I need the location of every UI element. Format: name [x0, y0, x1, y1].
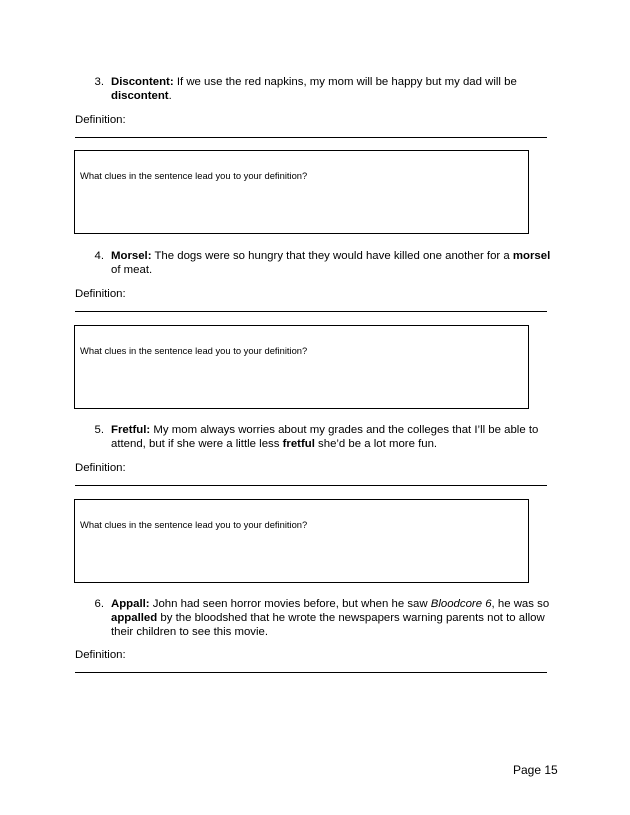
vocab-word-in-sentence: morsel [512, 250, 551, 262]
vocab-word: Appall: [111, 598, 150, 610]
clue-question: What clues in the sentence lead you to your definition? [80, 345, 308, 356]
vocab-word: Morsel: [111, 250, 152, 262]
item-number: 5. [94, 424, 104, 436]
item-sentence: Appall: John had seen horror movies before, but when he saw Bloodcore 6, he was so appalled by the bloodshed that he wrote the newspapers warning parents not to allow their children to see this movie. [111, 598, 550, 638]
item-sentence: Discontent: If we use the red napkins, my mom will be happy but my dad will be discontent. [111, 76, 517, 102]
definition-answer-line[interactable] [75, 311, 547, 312]
clue-question: What clues in the sentence lead you to your definition? [80, 170, 308, 181]
item-sentence: Fretful: My mom always worries about my grades and the colleges that I’ll be able to attend, but if she were a little less fretful she’d be a lot more fun. [111, 424, 539, 450]
page-number: Page 15 [513, 763, 558, 777]
definition-answer-line[interactable] [75, 672, 547, 673]
item-number: 6. [94, 598, 104, 610]
item-number: 3. [94, 76, 104, 88]
clue-question: What clues in the sentence lead you to your definition? [80, 519, 308, 530]
definition-label: Definition: [75, 114, 126, 126]
clue-answer-box[interactable] [74, 325, 529, 409]
movie-title: Bloodcore 6 [430, 598, 492, 610]
definition-label: Definition: [75, 462, 126, 474]
clue-answer-box[interactable] [74, 150, 529, 234]
clue-answer-box[interactable] [74, 499, 529, 583]
vocab-word: Fretful: [111, 424, 151, 436]
item-number: 4. [94, 250, 104, 262]
vocab-word: Discontent: [111, 76, 174, 88]
vocab-word-in-sentence: appalled [111, 612, 158, 624]
definition-label: Definition: [75, 288, 126, 300]
vocab-word-in-sentence: fretful [282, 438, 315, 450]
item-sentence: Morsel: The dogs were so hungry that they would have killed one another for a morsel of meat. [111, 250, 551, 276]
definition-answer-line[interactable] [75, 485, 547, 486]
definition-answer-line[interactable] [75, 137, 547, 138]
definition-label: Definition: [75, 649, 126, 661]
vocab-word-in-sentence: discontent [111, 90, 169, 102]
